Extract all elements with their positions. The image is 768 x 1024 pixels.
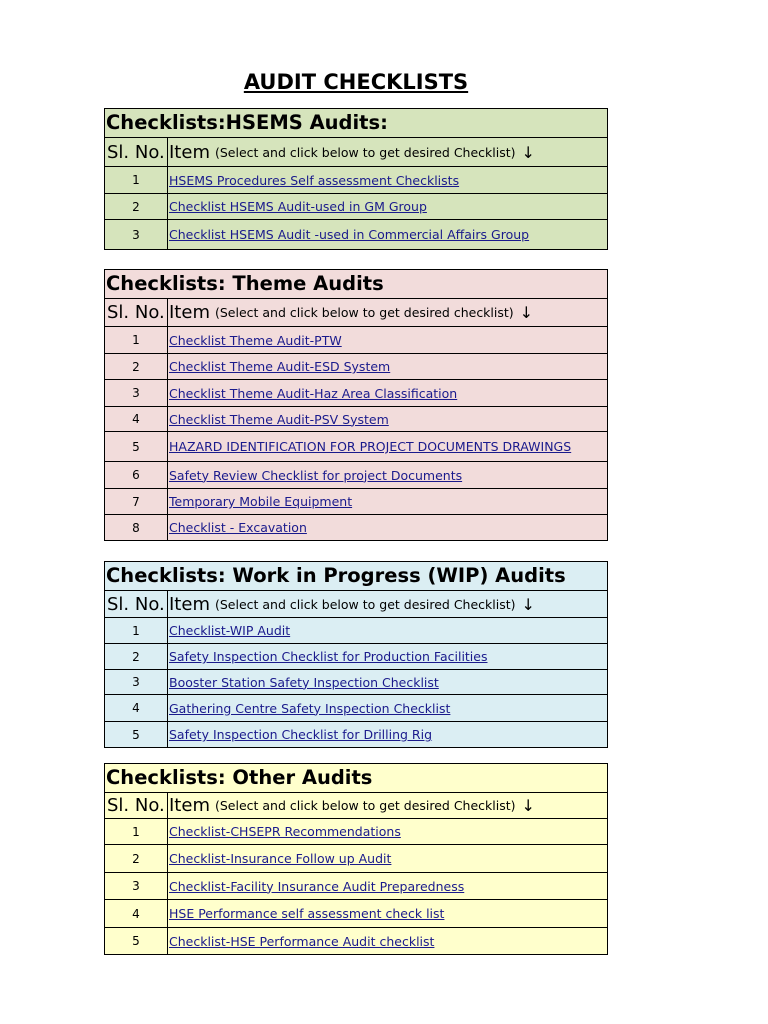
instruction-hint: (Select and click below to get desired Checklist)	[214, 596, 516, 612]
table-row	[105, 819, 607, 845]
row-number: 2	[105, 194, 168, 219]
checklist-link[interactable]: Checklist - Excavation	[169, 520, 307, 535]
arrow-down-icon: ↓	[521, 796, 535, 815]
col-item-label: Item	[169, 593, 210, 615]
checklist-link[interactable]: Temporary Mobile Equipment	[169, 494, 353, 509]
checklist-link[interactable]: Booster Station Safety Inspection Checklist	[169, 674, 439, 690]
checklist-link[interactable]: HAZARD IDENTIFICATION FOR PROJECT DOCUMENTS DRAWINGS	[169, 439, 572, 454]
checklist-link[interactable]: Checklist HSEMS Audit -used in Commercial Affairs Group	[169, 227, 530, 242]
checklist-link[interactable]: Checklist-CHSEPR Recommendations	[169, 824, 401, 839]
row-number: 3	[105, 220, 168, 249]
table-row	[105, 618, 607, 644]
arrow-down-icon: ↓	[519, 303, 534, 322]
col-item-header	[168, 793, 607, 818]
row-number: 3	[105, 873, 168, 899]
checklist-link[interactable]: Checklist-Insurance Follow up Audit	[169, 851, 392, 866]
table-row	[105, 432, 607, 462]
table-row	[105, 327, 607, 354]
row-number: 1	[105, 618, 168, 643]
checklist-link[interactable]: Checklist Theme Audit-Haz Area Classification	[169, 385, 458, 401]
col-sl-no-header: Sl. No.	[105, 299, 168, 326]
table-row	[105, 380, 607, 407]
table-row	[105, 354, 607, 380]
row-number: 1	[105, 327, 168, 353]
table-row	[105, 873, 607, 900]
col-item-label: Item	[169, 302, 210, 323]
table-row	[105, 220, 607, 249]
table-row	[105, 644, 607, 670]
table-row	[105, 928, 607, 954]
section-heading: Checklists: Work in Progress (WIP) Audits	[105, 562, 607, 591]
row-number: 7	[105, 489, 168, 514]
checklist-link[interactable]: Safety Review Checklist for project Documents	[169, 467, 463, 483]
section-heading: Checklists: Other Audits	[105, 764, 607, 793]
hsems-audits-section	[104, 108, 608, 250]
col-item-header	[168, 138, 607, 166]
checklist-link[interactable]: Checklist-WIP Audit	[169, 623, 291, 638]
column-header-row	[105, 138, 607, 167]
instruction-hint: (Select and click below to get desired Checklist)	[214, 798, 516, 813]
checklist-link[interactable]: Safety Inspection Checklist for Production Facilities	[169, 649, 488, 664]
table-row	[105, 489, 607, 515]
checklist-link[interactable]: HSE Performance self assessment check list	[169, 906, 445, 921]
table-row	[105, 407, 607, 432]
theme-audits-section	[104, 269, 608, 541]
col-sl-no-header: Sl. No.	[105, 138, 168, 166]
row-number: 6	[105, 462, 168, 488]
other-audits-section	[104, 763, 608, 955]
column-header-row	[105, 299, 607, 327]
wip-audits-section	[104, 561, 608, 748]
row-number: 2	[105, 354, 168, 379]
checklist-link[interactable]: Checklist Theme Audit-PTW	[169, 332, 342, 348]
col-item-header	[168, 591, 607, 617]
row-number: 5	[105, 432, 168, 461]
section-heading: Checklists:HSEMS Audits:	[105, 109, 607, 138]
row-number: 2	[105, 644, 168, 669]
row-number: 1	[105, 167, 168, 193]
col-item-header	[168, 299, 607, 326]
row-number: 1	[105, 819, 168, 844]
checklist-link[interactable]: Checklist HSEMS Audit-used in GM Group	[169, 199, 427, 214]
page-title: AUDIT CHECKLISTS	[243, 70, 469, 94]
row-number: 4	[105, 900, 168, 927]
column-header-row	[105, 591, 607, 618]
col-item-label: Item	[169, 141, 210, 163]
arrow-down-icon: ↓	[521, 142, 535, 162]
column-header-row	[105, 793, 607, 819]
checklist-link[interactable]: Checklist Theme Audit-PSV System	[169, 411, 389, 427]
col-item-label: Item	[169, 795, 210, 816]
col-sl-no-header: Sl. No.	[105, 591, 168, 617]
checklist-link[interactable]: Safety Inspection Checklist for Drilling Rig	[169, 727, 433, 742]
checklist-link[interactable]: Gathering Centre Safety Inspection Checklist	[169, 700, 451, 716]
instruction-hint: (Select and click below to get desired checklist)	[214, 305, 514, 320]
checklist-link[interactable]: Checklist Theme Audit-ESD System	[169, 359, 391, 374]
row-number: 2	[105, 845, 168, 872]
row-number: 3	[105, 670, 168, 694]
table-row	[105, 722, 607, 747]
table-row	[105, 462, 607, 489]
table-row	[105, 515, 607, 540]
table-row	[105, 194, 607, 220]
row-number: 8	[105, 515, 168, 540]
checklist-link[interactable]: HSEMS Procedures Self assessment Checklists	[169, 172, 460, 188]
row-number: 3	[105, 380, 168, 406]
row-number: 4	[105, 407, 168, 431]
table-row	[105, 695, 607, 722]
table-row	[105, 167, 607, 194]
arrow-down-icon: ↓	[521, 594, 535, 614]
table-row	[105, 900, 607, 928]
table-row	[105, 845, 607, 873]
section-heading: Checklists: Theme Audits	[105, 270, 607, 299]
row-number: 5	[105, 928, 168, 954]
table-row	[105, 670, 607, 695]
row-number: 5	[105, 722, 168, 747]
col-sl-no-header: Sl. No.	[105, 793, 168, 818]
checklist-link[interactable]: Checklist-HSE Performance Audit checklist	[169, 933, 435, 949]
instruction-hint: (Select and click below to get desired Checklist)	[214, 144, 516, 160]
checklist-link[interactable]: Checklist-Facility Insurance Audit Preparedness	[169, 878, 465, 894]
row-number: 4	[105, 695, 168, 721]
